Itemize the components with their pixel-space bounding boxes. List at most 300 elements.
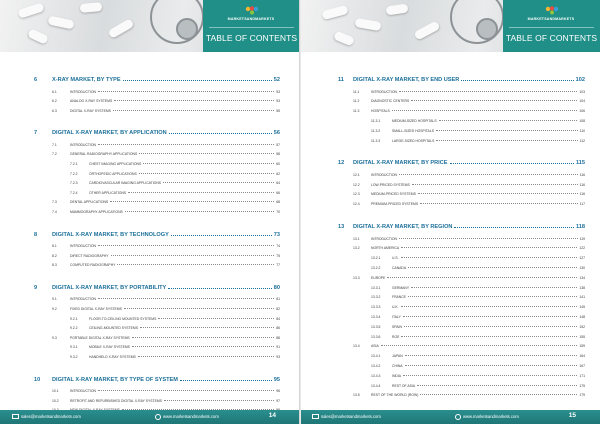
toc-entry-title: INTRODUCTION xyxy=(371,172,397,177)
pill-image xyxy=(47,15,74,29)
toc-entry-title: GENERAL RADIOGRAPHY APPLICATIONS xyxy=(70,152,138,157)
dot-leader xyxy=(169,133,272,134)
dot-leader xyxy=(132,337,275,338)
toc-entry-page: 127 xyxy=(579,256,585,261)
toc-entry-number: 8.3 xyxy=(52,263,57,268)
toc-entry-title: DIRECT RADIOGRAPHY xyxy=(70,253,109,258)
toc-entry-page: 116 xyxy=(579,182,585,187)
toc-entry-page: 57 xyxy=(276,142,280,147)
toc-entry-number: 7.3 xyxy=(52,200,57,205)
toc-entry-title: INTRODUCTION xyxy=(70,389,96,394)
toc-entry-title: PREMIUM-PRICED SYSTEMS xyxy=(371,202,419,207)
toc-entry-number: 13.4.1 xyxy=(371,354,381,359)
toc-entry[interactable] xyxy=(353,236,585,241)
dot-leader xyxy=(399,91,577,92)
dot-leader xyxy=(98,298,274,299)
toc-entry[interactable] xyxy=(353,246,585,251)
dot-leader xyxy=(163,182,274,183)
toc-entry-title: MEDIUM-PRICED SYSTEMS xyxy=(371,192,416,197)
toc-entry-title: CARDIOVASCULAR IMAGING APPLICATIONS xyxy=(89,181,162,186)
footer-email[interactable]: sales@marketsandmarkets.com xyxy=(312,414,381,420)
toc-entry[interactable] xyxy=(371,354,585,359)
toc-entry-number: 13.2 xyxy=(353,246,360,251)
toc-entry-title: EUROPE xyxy=(371,275,386,280)
dot-leader xyxy=(405,365,578,366)
toc-entry[interactable] xyxy=(70,345,280,350)
dot-leader xyxy=(132,346,274,347)
mail-icon xyxy=(12,414,19,420)
logo-wordmark: MARKETSANDMARKETS xyxy=(527,17,575,21)
dot-leader xyxy=(401,306,578,307)
dot-leader xyxy=(111,255,275,256)
toc-entry-page: 55 xyxy=(276,108,280,113)
pill-image xyxy=(354,18,381,31)
toc-entry-number: 12.1 xyxy=(353,172,360,177)
toc-entry-number: 13.1 xyxy=(353,236,360,241)
toc-entry-number: 9.2 xyxy=(52,307,57,311)
toc-entry-number: 6.1 xyxy=(52,89,57,94)
dot-leader xyxy=(401,247,577,248)
toc-entry-title: INTRODUCTION xyxy=(70,142,96,147)
toc-entry[interactable] xyxy=(353,275,585,280)
toc-entry-title: ORTHOPEDIC APPLICATIONS xyxy=(89,171,137,176)
toc-entry-number: 12.4 xyxy=(353,202,360,207)
toc-entry-page: 53 xyxy=(276,99,280,104)
toc-entry-title: RETROFIT AND REFURBISHED DIGITAL X-RAY SYSTEMS xyxy=(70,398,162,403)
toc-entry-number: 13.4 xyxy=(353,344,360,349)
pill-image xyxy=(321,5,348,20)
toc-entry-title: INTRODUCTION xyxy=(70,244,96,249)
toc-entry-number: 13.3.3 xyxy=(371,305,381,310)
dot-leader xyxy=(403,316,577,317)
toc-entry[interactable] xyxy=(52,263,280,268)
toc-entry-number: 13.3.1 xyxy=(371,285,381,290)
toc-entry[interactable] xyxy=(34,231,280,238)
toc-entry-number: 11.2 xyxy=(353,99,360,104)
dot-leader xyxy=(180,380,272,381)
dot-leader xyxy=(436,130,578,131)
footer-website[interactable]: www.marketsandmarkets.com xyxy=(155,414,219,420)
toc-entry[interactable] xyxy=(353,202,585,207)
toc-entry[interactable] xyxy=(34,130,280,137)
toc-entry-page: 60 xyxy=(276,162,280,166)
toc-entry[interactable] xyxy=(371,305,585,310)
toc-entry[interactable] xyxy=(52,398,280,403)
toc-entry-title: COMPUTED RADIOGRAPHY xyxy=(70,263,116,268)
toc-entry-number: 6.3 xyxy=(52,108,57,113)
toc-entry-title: LARGE-SIZED HOSPITALS xyxy=(392,138,435,143)
toc-entry[interactable] xyxy=(52,297,280,302)
toc-entry-page: 75 xyxy=(276,253,280,258)
toc-entry[interactable] xyxy=(34,77,280,83)
banner-rule xyxy=(209,27,294,28)
dot-leader xyxy=(420,203,577,204)
toc-entry[interactable] xyxy=(371,295,585,300)
toc-entry[interactable] xyxy=(353,182,585,187)
toc-entry-number: 12.3 xyxy=(353,192,360,197)
toc-entry-title: ROE xyxy=(392,334,400,339)
toc-entry[interactable] xyxy=(371,324,585,329)
toc-entry[interactable] xyxy=(70,316,280,321)
toc-entry[interactable] xyxy=(353,192,585,197)
toc-entry-number: 7.2.1 xyxy=(70,162,78,166)
toc-entry[interactable] xyxy=(338,77,585,83)
toc-entry-title: CANADA xyxy=(392,265,407,270)
globe-icon xyxy=(455,414,461,420)
page-footer xyxy=(0,410,300,424)
mail-icon xyxy=(312,414,319,420)
toc-entry-page: 91 xyxy=(276,345,280,350)
toc-entry-page: 86 xyxy=(276,326,280,331)
dot-leader xyxy=(143,163,274,164)
toc-entry-page: 82 xyxy=(276,307,280,311)
toc-entry-number: 9 xyxy=(34,284,38,291)
dot-leader xyxy=(387,277,577,278)
toc-entry[interactable] xyxy=(371,363,585,368)
toc-entry[interactable] xyxy=(371,265,585,270)
toc-entry-number: 13.2.1 xyxy=(371,256,381,261)
footer-email[interactable]: sales@marketsandmarkets.com xyxy=(12,414,81,420)
globe-icon xyxy=(155,414,161,420)
toc-entry[interactable] xyxy=(371,334,585,339)
toc-entry[interactable] xyxy=(353,172,585,177)
toc-entry[interactable] xyxy=(52,99,280,104)
toc-entry-page: 145 xyxy=(579,305,585,310)
toc-entry-page: 64 xyxy=(276,181,280,186)
page-number: 14 xyxy=(268,412,276,419)
toc-page-right xyxy=(300,0,600,424)
dot-leader xyxy=(454,227,574,228)
toc-entry-page: 97 xyxy=(276,398,280,403)
toc-entry-page: 81 xyxy=(276,297,280,302)
dot-leader xyxy=(125,211,274,212)
toc-entry-number: 9.3.1 xyxy=(70,345,78,350)
toc-entry-title: CEILING-MOUNTED SYSTEMS xyxy=(89,326,138,331)
dot-leader xyxy=(412,184,578,185)
dot-leader xyxy=(408,267,577,268)
toc-entry-page: 112 xyxy=(579,138,585,143)
toc-entry-page: 134 xyxy=(579,275,585,280)
toc-entry[interactable] xyxy=(52,108,280,113)
logo-wordmark: MARKETSANDMARKETS xyxy=(227,17,275,21)
toc-entry-number: 13.4.3 xyxy=(371,373,381,378)
toc-entry[interactable] xyxy=(371,285,585,290)
toc-entry-page: 122 xyxy=(579,246,585,251)
pill-image xyxy=(27,28,49,45)
toc-entry[interactable] xyxy=(371,128,585,133)
toc-entry-number: 13.4.4 xyxy=(371,383,381,388)
toc-entry-page: 88 xyxy=(276,335,280,340)
dot-leader xyxy=(98,390,274,391)
dot-leader xyxy=(123,80,272,81)
toc-entry[interactable] xyxy=(338,160,585,167)
toc-entry[interactable] xyxy=(371,138,585,143)
dot-leader xyxy=(403,375,577,376)
toc-entry-page: 74 xyxy=(276,244,280,249)
toc-entry-title: INTRODUCTION xyxy=(70,297,96,302)
toc-entry-number: 13 xyxy=(338,224,345,230)
toc-entry[interactable] xyxy=(353,344,585,349)
toc-entry-page: 73 xyxy=(273,231,280,238)
dot-leader xyxy=(411,287,577,288)
toc-entry[interactable] xyxy=(338,224,585,230)
toc-entry-number: 11.3.1 xyxy=(371,118,381,123)
brand-banner xyxy=(503,0,600,52)
toc-entry-title: OTHER APPLICATIONS xyxy=(89,190,127,195)
toc-entry-page: 152 xyxy=(579,324,585,329)
toc-entry-title: JAPAN xyxy=(392,354,403,359)
page-header xyxy=(0,0,300,52)
toc-entry-title: X-RAY MARKET, BY TYPE xyxy=(52,77,121,83)
toc-entry-title: ASIA xyxy=(371,344,379,349)
toc-entry-number: 9.1 xyxy=(52,297,57,302)
toc-entry-title: DIGITAL X-RAY MARKET, BY PRICE xyxy=(353,160,448,167)
dot-leader xyxy=(164,400,274,401)
toc-entry-page: 106 xyxy=(579,109,585,114)
toc-entry[interactable] xyxy=(353,89,585,94)
toc-entry-title: MEDIUM-SIZED HOSPITALS xyxy=(392,118,437,123)
dot-leader xyxy=(450,163,574,164)
toc-entry-number: 9.3.2 xyxy=(70,355,78,359)
dot-leader xyxy=(128,192,274,193)
pill-image xyxy=(80,2,103,13)
toc-entry-page: 141 xyxy=(579,295,585,300)
dot-leader xyxy=(399,174,578,175)
toc-entry[interactable] xyxy=(353,393,585,398)
footer-website[interactable]: www.marketsandmarkets.com xyxy=(455,414,519,420)
toc-entry-number: 11.3 xyxy=(353,109,360,114)
toc-entry-number: 11 xyxy=(338,77,344,83)
toc-entry-page: 138 xyxy=(579,285,585,290)
toc-entry-number: 9.2.2 xyxy=(70,326,78,331)
dot-leader xyxy=(411,100,577,101)
dot-leader xyxy=(401,257,578,258)
brand-banner xyxy=(203,0,300,52)
toc-entry-page: 52 xyxy=(273,77,280,83)
toc-entry-number: 6.2 xyxy=(52,99,57,104)
pill-image xyxy=(107,18,134,39)
dot-leader xyxy=(405,355,578,356)
toc-entry-number: 7.2.4 xyxy=(70,190,78,195)
toc-entry-number: 7.2.3 xyxy=(70,181,78,186)
toc-entry-title: NORTH AMERICA xyxy=(371,246,400,251)
toc-entry-title: CHINA xyxy=(392,363,403,368)
dot-leader xyxy=(110,201,274,202)
toc-entry[interactable] xyxy=(34,376,280,383)
page-header xyxy=(300,0,600,52)
pill-image xyxy=(413,20,440,40)
dot-leader xyxy=(420,394,577,395)
toc-entry-number: 10.1 xyxy=(52,389,59,394)
toc-entry[interactable] xyxy=(52,210,280,214)
toc-entry-page: 115 xyxy=(575,160,585,167)
toc-entry-title: ANALOG X-RAY SYSTEMS xyxy=(70,99,113,104)
toc-entry[interactable] xyxy=(70,181,280,186)
toc-entry-page: 116 xyxy=(579,172,585,177)
toc-entry-title: REST OF ASIA xyxy=(392,383,416,388)
dot-leader xyxy=(408,296,577,297)
page-footer xyxy=(300,410,600,424)
section-title: TABLE OF CONTENTS xyxy=(205,33,298,43)
toc-entry[interactable] xyxy=(353,99,585,104)
toc-entry-number: 11.3.3 xyxy=(371,138,381,143)
toc-entry-page: 175 xyxy=(579,383,585,388)
toc-entry-page: 66 xyxy=(276,190,280,195)
toc-entry-title: INDIA xyxy=(392,373,402,378)
toc-entry-page: 155 xyxy=(579,334,585,339)
toc-entry-title: PORTABLE DIGITAL X-RAY SYSTEMS xyxy=(70,335,130,340)
stethoscope-chestpiece xyxy=(176,18,198,40)
toc-entry-page: 96 xyxy=(276,389,280,394)
toc-entry[interactable] xyxy=(371,118,585,123)
toc-entry-title: INTRODUCTION xyxy=(371,89,397,94)
dot-leader xyxy=(392,110,578,111)
dot-leader xyxy=(404,326,577,327)
dot-leader xyxy=(98,144,274,145)
toc-entry-title: FLOOR-TO-CEILING MOUNTED SYSTEMS xyxy=(89,316,157,321)
banner-rule xyxy=(509,27,594,28)
page-number: 15 xyxy=(568,412,576,419)
toc-entry-number: 13.3.6 xyxy=(371,334,381,339)
toc-entry-title: DIGITAL X-RAY MARKET, BY TYPE OF SYSTEM xyxy=(52,376,178,383)
toc-entry-number: 7.4 xyxy=(52,210,57,214)
dot-leader xyxy=(399,238,578,239)
toc-entry[interactable] xyxy=(52,244,280,249)
toc-entry-title: DIAGNOSTIC CENTERS xyxy=(371,99,410,104)
toc-entry[interactable] xyxy=(70,171,280,176)
toc-entry-page: 179 xyxy=(579,393,585,398)
dot-leader xyxy=(139,173,274,174)
toc-entry[interactable] xyxy=(353,109,585,114)
dot-leader xyxy=(158,318,274,319)
spine-divider xyxy=(299,0,301,424)
toc-entry-number: 8.2 xyxy=(52,253,57,258)
toc-entry[interactable] xyxy=(371,256,585,261)
toc-entry-number: 7.2.2 xyxy=(70,171,78,176)
toc-entry[interactable] xyxy=(70,355,280,359)
toc-entry-title: DENTAL APPLICATIONS xyxy=(70,200,109,205)
toc-entry[interactable] xyxy=(70,162,280,166)
toc-entry[interactable] xyxy=(70,190,280,195)
toc-entry-number: 9.2.1 xyxy=(70,316,78,321)
toc-entry[interactable] xyxy=(52,389,280,394)
toc-entry-number: 10 xyxy=(34,376,41,383)
logo-mark-icon xyxy=(245,6,259,15)
toc-entry-page: 84 xyxy=(276,316,280,321)
toc-entry[interactable] xyxy=(70,326,280,331)
toc-entry-page: 95 xyxy=(273,376,280,383)
toc-entry-number: 9.3 xyxy=(52,335,57,340)
toc-entry-number: 10.2 xyxy=(52,398,59,403)
toc-entry-title: U.S. xyxy=(392,256,399,261)
toc-entry-title: U.K. xyxy=(392,305,399,310)
toc-entry-title: DIGITAL X-RAY MARKET, BY PORTABILITY xyxy=(52,284,167,291)
toc-entry-page: 104 xyxy=(579,99,585,104)
dot-leader xyxy=(114,100,274,101)
toc-entry-number: 8.1 xyxy=(52,244,57,249)
toc-entry-title: SMALL-SIZED HOSPITALS xyxy=(392,128,434,133)
dot-leader xyxy=(117,264,274,265)
dot-leader xyxy=(98,245,274,246)
pill-image xyxy=(333,31,355,47)
toc-entry-title: INTRODUCTION xyxy=(70,89,96,94)
toc-entry-title: INTRODUCTION xyxy=(371,236,397,241)
toc-entry[interactable] xyxy=(52,142,280,147)
toc-entry[interactable] xyxy=(371,314,585,319)
toc-entry[interactable] xyxy=(34,284,280,291)
toc-entry-page: 164 xyxy=(579,354,585,359)
dot-leader xyxy=(113,110,274,111)
toc-entry-page: 167 xyxy=(579,363,585,368)
toc-entry-page: 159 xyxy=(579,344,585,349)
dot-leader xyxy=(461,80,573,81)
toc-entry-title: DIGITAL X-RAY SYSTEMS xyxy=(70,108,111,113)
toc-entry[interactable] xyxy=(52,152,280,157)
toc-entry-number: 11.1 xyxy=(353,89,360,94)
toc-entry-title: SPAIN xyxy=(392,324,402,329)
toc-entry-title: GERMANY xyxy=(392,285,410,290)
section-title: TABLE OF CONTENTS xyxy=(505,33,598,43)
toc-entry-title: HOSPITALS xyxy=(371,109,390,114)
toc-entry-number: 13.5 xyxy=(353,393,360,398)
toc-entry-page: 118 xyxy=(575,224,585,230)
toc-entry-page: 53 xyxy=(276,89,280,94)
toc-entry-page: 108 xyxy=(579,118,585,123)
toc-entry-title: DIGITAL X-RAY MARKET, BY REGION xyxy=(353,224,453,230)
pill-image xyxy=(17,2,45,19)
toc-entry-title: MOBILE X-RAY SYSTEMS xyxy=(89,345,130,350)
dot-leader xyxy=(124,308,274,309)
dot-leader xyxy=(140,327,274,328)
company-logo xyxy=(519,6,583,24)
toc-entry[interactable] xyxy=(52,89,280,94)
toc-entry-page: 80 xyxy=(273,284,280,291)
toc-entry[interactable] xyxy=(371,373,585,378)
dot-leader xyxy=(139,153,274,154)
toc-entry-page: 110 xyxy=(579,128,585,133)
toc-entry-number: 8 xyxy=(34,231,38,238)
toc-entry-page: 117 xyxy=(579,202,585,207)
toc-entry-number: 7.1 xyxy=(52,142,57,147)
toc-entry-page: 68 xyxy=(276,200,280,205)
toc-entry-number: 13.3.2 xyxy=(371,295,381,300)
toc-entry-number: 13.3.4 xyxy=(371,314,381,319)
toc-entry-title: HANDHELD X-RAY SYSTEMS xyxy=(89,355,136,359)
dot-leader xyxy=(436,140,577,141)
toc-entry-page: 56 xyxy=(273,130,280,137)
toc-entry[interactable] xyxy=(52,335,280,340)
logo-mark-icon xyxy=(545,6,559,15)
toc-entry[interactable] xyxy=(371,383,585,388)
dot-leader xyxy=(98,91,274,92)
toc-entry-number: 11.3.2 xyxy=(371,128,381,133)
toc-entry-title: FRANCE xyxy=(392,295,406,300)
toc-entry-title: DIGITAL X-RAY MARKET, BY END USER xyxy=(353,77,460,83)
toc-entry-page: 103 xyxy=(579,89,585,94)
toc-entry-title: MAMMOGRAPHY APPLICATIONS xyxy=(70,210,123,214)
dot-leader xyxy=(418,193,578,194)
toc-entry-page: 93 xyxy=(276,355,280,359)
toc-entry-page: 116 xyxy=(579,192,585,197)
toc-entry[interactable] xyxy=(52,253,280,258)
toc-entry-title: FIXED DIGITAL X-RAY SYSTEMS xyxy=(70,307,122,311)
toc-entry[interactable] xyxy=(52,307,280,311)
toc-entry[interactable] xyxy=(52,200,280,205)
toc-entry-page: 171 xyxy=(579,373,585,378)
toc-entry-number: 13.2.2 xyxy=(371,265,381,270)
toc-entry-page: 77 xyxy=(276,263,280,268)
toc-entry-number: 7 xyxy=(34,130,38,137)
